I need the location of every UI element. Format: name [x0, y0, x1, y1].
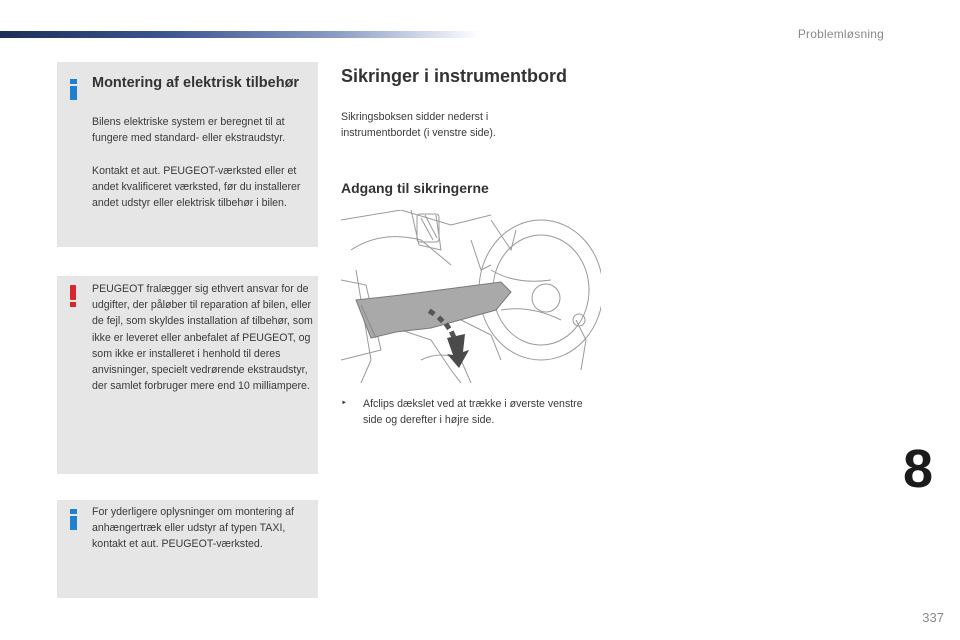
box-paragraph: Bilens elektriske system er beregnet til at fungere med standard- eller ekstraudstyr. — [92, 116, 286, 145]
info-icon — [70, 79, 77, 100]
info-box-towbar — [57, 500, 318, 598]
step-text: Afclips dækslet ved at trække i øverste venstre side og derefter i højre side. — [363, 398, 583, 426]
section-subtitle: Adgang til sikringerne — [341, 180, 489, 196]
section-header: Problemløsning — [797, 27, 884, 41]
info-box-electrical-accessories — [57, 62, 318, 247]
page-number: 337 — [922, 610, 944, 625]
info-icon — [70, 509, 77, 530]
dashboard-fuse-cover-illustration — [341, 210, 601, 383]
warning-box-liability — [57, 276, 318, 474]
box-paragraph: PEUGEOT fralægger sig ethvert ansvar for de udgifter, der påløber til reparation af bilen, eller de fejl, som skyldes installation af tilbehør, som ikke er leveret eller anbefalet af PEUGEOT, og som ikke er installeret i henhold til deres anvisninger, specielt vedrørende ekstraudstyr, der samlet forbruger mere end 10 milliampere. — [92, 283, 313, 393]
arrow-bullet-icon: ‣ — [341, 398, 347, 409]
box-paragraph: For yderligere oplysninger om montering af anhængertræk eller udstyr af typen TAXI, kontakt et aut. PEUGEOT-værksted. — [92, 506, 294, 551]
page-title: Sikringer i instrumentbord — [341, 66, 568, 86]
box-paragraph: Kontakt et aut. PEUGEOT-værksted eller et andet kvalificeret værksted, før du installerer andet udstyr eller elektrisk tilbehør i bilen. — [92, 165, 301, 210]
header-bar — [0, 31, 480, 38]
intro-text: Sikringsboksen sidder nederst i instrumentbordet (i venstre side). — [341, 111, 496, 139]
warning-icon — [70, 285, 77, 307]
chapter-number: 8 — [903, 439, 934, 499]
box-title: Montering af elektrisk tilbehør — [92, 75, 300, 91]
step-item — [341, 396, 591, 428]
